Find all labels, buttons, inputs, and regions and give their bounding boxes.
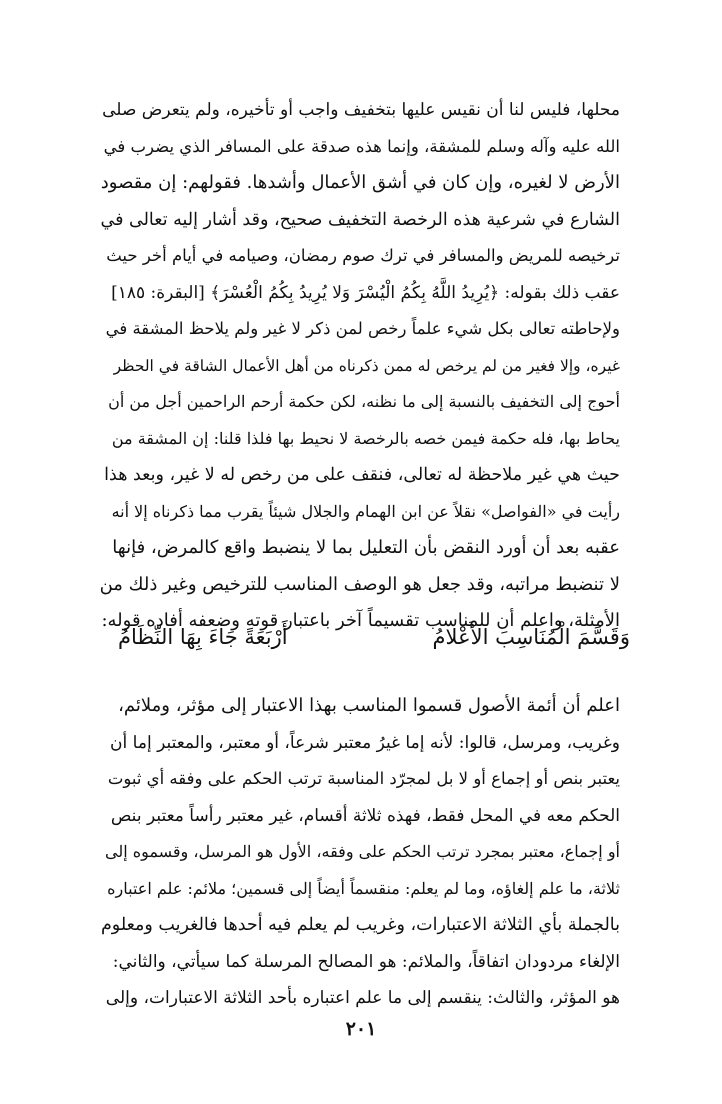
- text-line: بالجملة بأي الثلاثة الاعتبارات، وغريب لم يعلم فيه أحدها فالغريب ومعلوم: [100, 915, 620, 935]
- text-line: الأمثلة، واعلم أن للمناسب تقسيماً آخر باعتبار قوته وضعفه أفاده قوله:: [101, 610, 620, 631]
- text-line: عقبه بعد أن أورد النقض بأن التعليل بما لا ينضبط واقع كالمرض، فإنها: [112, 537, 620, 558]
- text-line: حيث هي غير ملاحظة له تعالى، فنقف على من رخص له لا غير، وبعد هذا: [104, 465, 620, 485]
- text-line: اعلم أن أئمة الأصول قسموا المناسب بهذا الاعتبار إلى مؤثر، وملائم،: [118, 695, 620, 716]
- text-line: الإلغاء مردودان اتفاقاً، والملائم: هو المصالح المرسلة كما سيأتي، والثاني:: [112, 951, 620, 972]
- paragraph-2: [100, 688, 620, 1017]
- paragraph-1: [100, 92, 620, 640]
- poem-verse: [118, 617, 630, 657]
- text-line: ترخيصه للمريض والمسافر في ترك صوم رمضان، وصيامه في أيام أخر حيث: [106, 246, 620, 265]
- text-line: أو إجماع، معتبر بمجرد ترتب الحكم على وفقه، الأول هو المرسل، وقسموه إلى: [104, 842, 620, 861]
- text-line: الأرض لا لغيره، وإن كان في أشق الأعمال وأشدها. فقولهم: إن مقصود: [100, 172, 620, 193]
- text-line: الحكم معه في المحل فقط، فهذه ثلاثة أقسام، غير معتبر رأساً معتبر بنص: [110, 805, 620, 826]
- verse-hemistich-right: وَقَسَّمَ الْمُنَاسِبَ الأَعْلامُ: [432, 625, 630, 649]
- text-line: ثلاثة، ما علم إلغاؤه، وما لم يعلم: منقسماً أيضاً إلى قسمين؛ ملائم: علم اعتباره: [107, 878, 620, 898]
- text-line: غيره، وإلا فغير من لم يرخص له ممن ذكرناه من أهل الأعمال الشاقة في الحظر: [113, 356, 620, 375]
- verse-hemistich-left: أَرْبَعَةً جَاءَ بِهَا النِّظَامُ: [118, 625, 288, 649]
- text-line: وغريب، ومرسل، قالوا: لأنه إما غيرُ معتبر شرعاً، أو معتبر، والمعتبر إما أن: [110, 732, 620, 753]
- text-line: الشارع في شرعية هذه الرخصة التخفيف صحيح، وقد أشار إليه تعالى في: [100, 209, 620, 230]
- page-number: ٢٠١: [345, 1018, 377, 1040]
- text-line: رأيت في «الفواصل» نقلاً عن ابن الهمام والجلال شيئاً يقرب مما ذكرناه إلا أنه: [111, 501, 620, 521]
- text-line: ولإحاطته تعالى بكل شيء علماً رخص لمن ذكر لا غير ولم يلاحظ المشقة في: [105, 319, 620, 338]
- text-line: هو المؤثر، والثالث: ينقسم إلى ما علم اعتباره بأحد الثلاثة الاعتبارات، وإلى: [105, 988, 620, 1008]
- quran-quote-line: عقب ذلك بقوله: ﴿يُرِيدُ اللَّهُ بِكُمُ الْيُسْرَ وَلا يُرِيدُ بِكُمُ الْعُسْرَ﴾ [البقرة: ١٨٥]: [111, 282, 620, 303]
- text-line: أحوج إلى التخفيف بالنسبة إلى ما نظنه، لكن حكمة أرحم الراحمين أجل من أن: [108, 392, 620, 411]
- text-line: الله عليه وآله وسلم للمشقة، وإنما هذه صدقة على المسافر الذي يضرب في: [103, 136, 620, 156]
- text-line: يحاط بها، فله حكمة فيمن خصه بالرخصة لا نحيط بها فلذا قلنا: إن المشقة من: [111, 428, 620, 448]
- text-line: يعتبر بنص أو إجماع أو لا بل لمجرّد المناسبة ترتب الحكم على وفقه أي ثبوت: [107, 769, 620, 788]
- text-line: لا تنضبط مراتبه، وقد جعل هو الوصف المناسب للترخيص وغير ذلك من: [100, 573, 620, 595]
- text-line: محلها، فليس لنا أن نقيس عليها بتخفيف واجب أو تأخيره، ولم يتعرض صلى: [102, 100, 620, 120]
